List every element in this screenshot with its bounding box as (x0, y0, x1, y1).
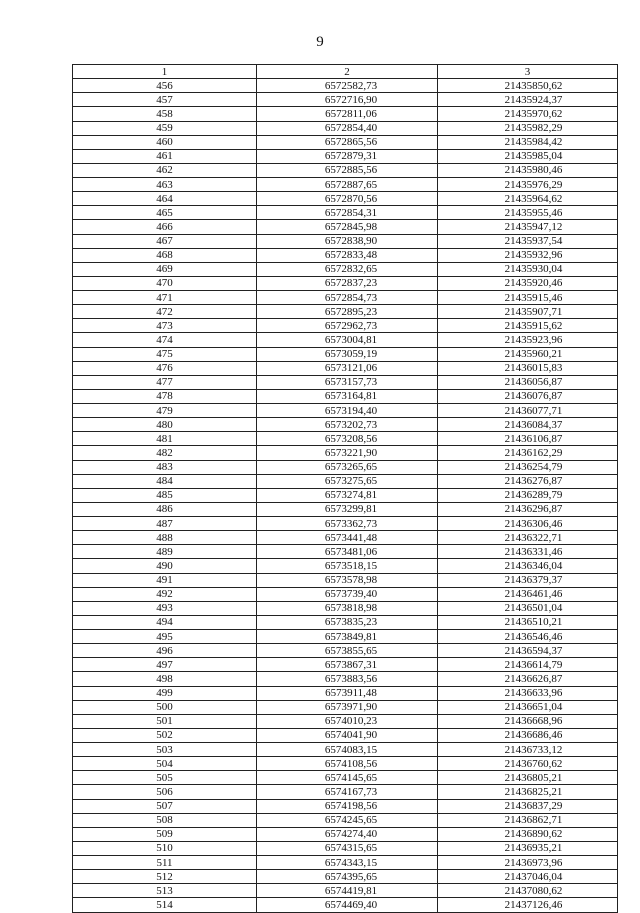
x-coordinate-cell: 6573911,48 (257, 686, 438, 700)
point-number-cell: 514 (73, 898, 257, 912)
point-number-cell: 507 (73, 799, 257, 813)
x-coordinate-cell: 6574395,65 (257, 870, 438, 884)
x-coordinate-cell: 6572854,31 (257, 206, 438, 220)
y-coordinate-cell: 21436594,37 (438, 644, 618, 658)
y-coordinate-cell: 21435930,04 (438, 262, 618, 276)
table-row (73, 149, 618, 163)
point-number-cell: 464 (73, 192, 257, 206)
x-coordinate-cell: 6573274,81 (257, 488, 438, 502)
x-coordinate-cell: 6572879,31 (257, 149, 438, 163)
point-number-cell: 473 (73, 319, 257, 333)
y-coordinate-cell: 21436805,21 (438, 771, 618, 785)
table-row (73, 714, 618, 728)
point-number-cell: 488 (73, 531, 257, 545)
table-row (73, 276, 618, 290)
point-number-cell: 487 (73, 517, 257, 531)
y-coordinate-cell: 21435980,46 (438, 163, 618, 177)
x-coordinate-cell: 6573121,06 (257, 361, 438, 375)
x-coordinate-cell: 6573299,81 (257, 502, 438, 516)
y-coordinate-cell: 21436077,71 (438, 404, 618, 418)
x-coordinate-cell: 6573194,40 (257, 404, 438, 418)
table-row (73, 375, 618, 389)
y-coordinate-cell: 21435924,37 (438, 93, 618, 107)
y-coordinate-cell: 21436331,46 (438, 545, 618, 559)
header-row (73, 65, 618, 79)
point-number-cell: 500 (73, 700, 257, 714)
y-coordinate-cell: 21436935,21 (438, 841, 618, 855)
y-coordinate-cell: 21436837,29 (438, 799, 618, 813)
table-row (73, 192, 618, 206)
y-coordinate-cell: 21436276,87 (438, 474, 618, 488)
point-number-cell: 506 (73, 785, 257, 799)
y-coordinate-cell: 21435964,62 (438, 192, 618, 206)
point-number-cell: 508 (73, 813, 257, 827)
table-row (73, 884, 618, 898)
point-number-cell: 497 (73, 658, 257, 672)
y-coordinate-cell: 21435932,96 (438, 248, 618, 262)
x-coordinate-cell: 6572865,56 (257, 135, 438, 149)
point-number-cell: 479 (73, 404, 257, 418)
point-number-cell: 456 (73, 79, 257, 93)
point-number-cell: 510 (73, 841, 257, 855)
x-coordinate-cell: 6574343,15 (257, 856, 438, 870)
table-header (73, 65, 618, 79)
table-row (73, 827, 618, 841)
x-coordinate-cell: 6572832,65 (257, 262, 438, 276)
table-row (73, 686, 618, 700)
y-coordinate-cell: 21436015,83 (438, 361, 618, 375)
table-row (73, 559, 618, 573)
point-number-cell: 483 (73, 460, 257, 474)
table-row (73, 206, 618, 220)
point-number-cell: 480 (73, 418, 257, 432)
table-row (73, 601, 618, 615)
column-header-1: 1 (73, 65, 257, 79)
x-coordinate-cell: 6573157,73 (257, 375, 438, 389)
point-number-cell: 512 (73, 870, 257, 884)
x-coordinate-cell: 6573481,06 (257, 545, 438, 559)
table-row (73, 333, 618, 347)
table-row (73, 135, 618, 149)
y-coordinate-cell: 21435920,46 (438, 276, 618, 290)
point-number-cell: 460 (73, 135, 257, 149)
x-coordinate-cell: 6574167,73 (257, 785, 438, 799)
table-row (73, 870, 618, 884)
table-row (73, 630, 618, 644)
point-number-cell: 472 (73, 305, 257, 319)
y-coordinate-cell: 21435915,62 (438, 319, 618, 333)
table-row (73, 502, 618, 516)
point-number-cell: 486 (73, 502, 257, 516)
point-number-cell: 459 (73, 121, 257, 135)
table-row (73, 757, 618, 771)
y-coordinate-cell: 21436733,12 (438, 743, 618, 757)
y-coordinate-cell: 21436084,37 (438, 418, 618, 432)
point-number-cell: 471 (73, 291, 257, 305)
y-coordinate-cell: 21437080,62 (438, 884, 618, 898)
table-row (73, 785, 618, 799)
x-coordinate-cell: 6574315,65 (257, 841, 438, 855)
x-coordinate-cell: 6574469,40 (257, 898, 438, 912)
point-number-cell: 477 (73, 375, 257, 389)
table-row (73, 474, 618, 488)
y-coordinate-cell: 21436760,62 (438, 757, 618, 771)
x-coordinate-cell: 6572885,56 (257, 163, 438, 177)
table-row (73, 517, 618, 531)
point-number-cell: 492 (73, 587, 257, 601)
table-row (73, 856, 618, 870)
x-coordinate-cell: 6573883,56 (257, 672, 438, 686)
point-number-cell: 485 (73, 488, 257, 502)
y-coordinate-cell: 21436686,46 (438, 728, 618, 742)
table-row (73, 418, 618, 432)
y-coordinate-cell: 21435923,96 (438, 333, 618, 347)
table-row (73, 347, 618, 361)
table-row (73, 488, 618, 502)
table-row (73, 658, 618, 672)
y-coordinate-cell: 21435970,62 (438, 107, 618, 121)
x-coordinate-cell: 6573971,90 (257, 700, 438, 714)
point-number-cell: 491 (73, 573, 257, 587)
x-coordinate-cell: 6572837,23 (257, 276, 438, 290)
x-coordinate-cell: 6574108,56 (257, 757, 438, 771)
point-number-cell: 494 (73, 615, 257, 629)
x-coordinate-cell: 6573275,65 (257, 474, 438, 488)
table-row (73, 178, 618, 192)
point-number-cell: 469 (73, 262, 257, 276)
point-number-cell: 462 (73, 163, 257, 177)
y-coordinate-cell: 21436296,87 (438, 502, 618, 516)
point-number-cell: 490 (73, 559, 257, 573)
y-coordinate-cell: 21436076,87 (438, 389, 618, 403)
point-number-cell: 498 (73, 672, 257, 686)
y-coordinate-cell: 21436379,37 (438, 573, 618, 587)
table-row (73, 389, 618, 403)
y-coordinate-cell: 21436322,71 (438, 531, 618, 545)
x-coordinate-cell: 6572811,06 (257, 107, 438, 121)
x-coordinate-cell: 6572838,90 (257, 234, 438, 248)
y-coordinate-cell: 21436106,87 (438, 432, 618, 446)
y-coordinate-cell: 21436825,21 (438, 785, 618, 799)
x-coordinate-cell: 6573835,23 (257, 615, 438, 629)
table-row (73, 531, 618, 545)
x-coordinate-cell: 6573849,81 (257, 630, 438, 644)
x-coordinate-cell: 6573265,65 (257, 460, 438, 474)
coordinates-table (72, 64, 618, 913)
y-coordinate-cell: 21436162,29 (438, 446, 618, 460)
y-coordinate-cell: 21436546,46 (438, 630, 618, 644)
table-row (73, 107, 618, 121)
table-row (73, 121, 618, 135)
x-coordinate-cell: 6573362,73 (257, 517, 438, 531)
x-coordinate-cell: 6573164,81 (257, 389, 438, 403)
point-number-cell: 501 (73, 714, 257, 728)
y-coordinate-cell: 21435976,29 (438, 178, 618, 192)
point-number-cell: 461 (73, 149, 257, 163)
y-coordinate-cell: 21436633,96 (438, 686, 618, 700)
x-coordinate-cell: 6574145,65 (257, 771, 438, 785)
table-row (73, 545, 618, 559)
point-number-cell: 463 (73, 178, 257, 192)
x-coordinate-cell: 6573855,65 (257, 644, 438, 658)
point-number-cell: 470 (73, 276, 257, 290)
x-coordinate-cell: 6574245,65 (257, 813, 438, 827)
table-row (73, 615, 618, 629)
y-coordinate-cell: 21436346,04 (438, 559, 618, 573)
x-coordinate-cell: 6572895,23 (257, 305, 438, 319)
table-row (73, 813, 618, 827)
y-coordinate-cell: 21436862,71 (438, 813, 618, 827)
point-number-cell: 457 (73, 93, 257, 107)
table-row (73, 432, 618, 446)
x-coordinate-cell: 6572887,65 (257, 178, 438, 192)
table-row (73, 799, 618, 813)
table-row (73, 700, 618, 714)
table-row (73, 361, 618, 375)
y-coordinate-cell: 21436973,96 (438, 856, 618, 870)
point-number-cell: 475 (73, 347, 257, 361)
y-coordinate-cell: 21435947,12 (438, 220, 618, 234)
point-number-cell: 495 (73, 630, 257, 644)
table-row (73, 248, 618, 262)
point-number-cell: 458 (73, 107, 257, 121)
table-body (73, 79, 618, 912)
point-number-cell: 489 (73, 545, 257, 559)
point-number-cell: 467 (73, 234, 257, 248)
x-coordinate-cell: 6573202,73 (257, 418, 438, 432)
x-coordinate-cell: 6573867,31 (257, 658, 438, 672)
table-row (73, 743, 618, 757)
table-row (73, 587, 618, 601)
point-number-cell: 513 (73, 884, 257, 898)
y-coordinate-cell: 21435937,54 (438, 234, 618, 248)
x-coordinate-cell: 6574274,40 (257, 827, 438, 841)
y-coordinate-cell: 21436289,79 (438, 488, 618, 502)
y-coordinate-cell: 21436651,04 (438, 700, 618, 714)
table-row (73, 728, 618, 742)
table-row (73, 446, 618, 460)
x-coordinate-cell: 6573818,98 (257, 601, 438, 615)
y-coordinate-cell: 21436614,79 (438, 658, 618, 672)
y-coordinate-cell: 21435907,71 (438, 305, 618, 319)
point-number-cell: 482 (73, 446, 257, 460)
x-coordinate-cell: 6572854,73 (257, 291, 438, 305)
point-number-cell: 478 (73, 389, 257, 403)
point-number-cell: 502 (73, 728, 257, 742)
table-row (73, 291, 618, 305)
point-number-cell: 493 (73, 601, 257, 615)
y-coordinate-cell: 21435955,46 (438, 206, 618, 220)
table-row (73, 220, 618, 234)
y-coordinate-cell: 21436626,87 (438, 672, 618, 686)
table-row (73, 841, 618, 855)
table-row (73, 404, 618, 418)
table-row (73, 93, 618, 107)
y-coordinate-cell: 21435850,62 (438, 79, 618, 93)
y-coordinate-cell: 21435982,29 (438, 121, 618, 135)
y-coordinate-cell: 21436056,87 (438, 375, 618, 389)
point-number-cell: 503 (73, 743, 257, 757)
table-row (73, 644, 618, 658)
point-number-cell: 466 (73, 220, 257, 234)
x-coordinate-cell: 6572845,98 (257, 220, 438, 234)
x-coordinate-cell: 6574419,81 (257, 884, 438, 898)
y-coordinate-cell: 21435984,42 (438, 135, 618, 149)
page-number: 9 (316, 34, 324, 50)
point-number-cell: 476 (73, 361, 257, 375)
x-coordinate-cell: 6573004,81 (257, 333, 438, 347)
x-coordinate-cell: 6574083,15 (257, 743, 438, 757)
table-row (73, 573, 618, 587)
x-coordinate-cell: 6573441,48 (257, 531, 438, 545)
x-coordinate-cell: 6573059,19 (257, 347, 438, 361)
table-row (73, 305, 618, 319)
column-header-2: 2 (257, 65, 438, 79)
y-coordinate-cell: 21435960,21 (438, 347, 618, 361)
x-coordinate-cell: 6572833,48 (257, 248, 438, 262)
table-row (73, 234, 618, 248)
point-number-cell: 505 (73, 771, 257, 785)
point-number-cell: 509 (73, 827, 257, 841)
y-coordinate-cell: 21435985,04 (438, 149, 618, 163)
table-row (73, 163, 618, 177)
table-row (73, 262, 618, 276)
x-coordinate-cell: 6573578,98 (257, 573, 438, 587)
table-row (73, 460, 618, 474)
x-coordinate-cell: 6572854,40 (257, 121, 438, 135)
x-coordinate-cell: 6572870,56 (257, 192, 438, 206)
y-coordinate-cell: 21437126,46 (438, 898, 618, 912)
x-coordinate-cell: 6574041,90 (257, 728, 438, 742)
y-coordinate-cell: 21436254,79 (438, 460, 618, 474)
x-coordinate-cell: 6572582,73 (257, 79, 438, 93)
x-coordinate-cell: 6574198,56 (257, 799, 438, 813)
x-coordinate-cell: 6573518,15 (257, 559, 438, 573)
x-coordinate-cell: 6573208,56 (257, 432, 438, 446)
point-number-cell: 484 (73, 474, 257, 488)
y-coordinate-cell: 21436306,46 (438, 517, 618, 531)
x-coordinate-cell: 6574010,23 (257, 714, 438, 728)
point-number-cell: 465 (73, 206, 257, 220)
point-number-cell: 504 (73, 757, 257, 771)
y-coordinate-cell: 21436510,21 (438, 615, 618, 629)
table-row (73, 79, 618, 93)
y-coordinate-cell: 21436668,96 (438, 714, 618, 728)
y-coordinate-cell: 21436890,62 (438, 827, 618, 841)
column-header-3: 3 (438, 65, 618, 79)
table-row (73, 771, 618, 785)
x-coordinate-cell: 6573221,90 (257, 446, 438, 460)
x-coordinate-cell: 6572962,73 (257, 319, 438, 333)
x-coordinate-cell: 6572716,90 (257, 93, 438, 107)
y-coordinate-cell: 21435915,46 (438, 291, 618, 305)
point-number-cell: 474 (73, 333, 257, 347)
y-coordinate-cell: 21437046,04 (438, 870, 618, 884)
table-row (73, 672, 618, 686)
y-coordinate-cell: 21436461,46 (438, 587, 618, 601)
point-number-cell: 496 (73, 644, 257, 658)
point-number-cell: 499 (73, 686, 257, 700)
point-number-cell: 481 (73, 432, 257, 446)
point-number-cell: 511 (73, 856, 257, 870)
y-coordinate-cell: 21436501,04 (438, 601, 618, 615)
point-number-cell: 468 (73, 248, 257, 262)
table-row (73, 319, 618, 333)
x-coordinate-cell: 6573739,40 (257, 587, 438, 601)
